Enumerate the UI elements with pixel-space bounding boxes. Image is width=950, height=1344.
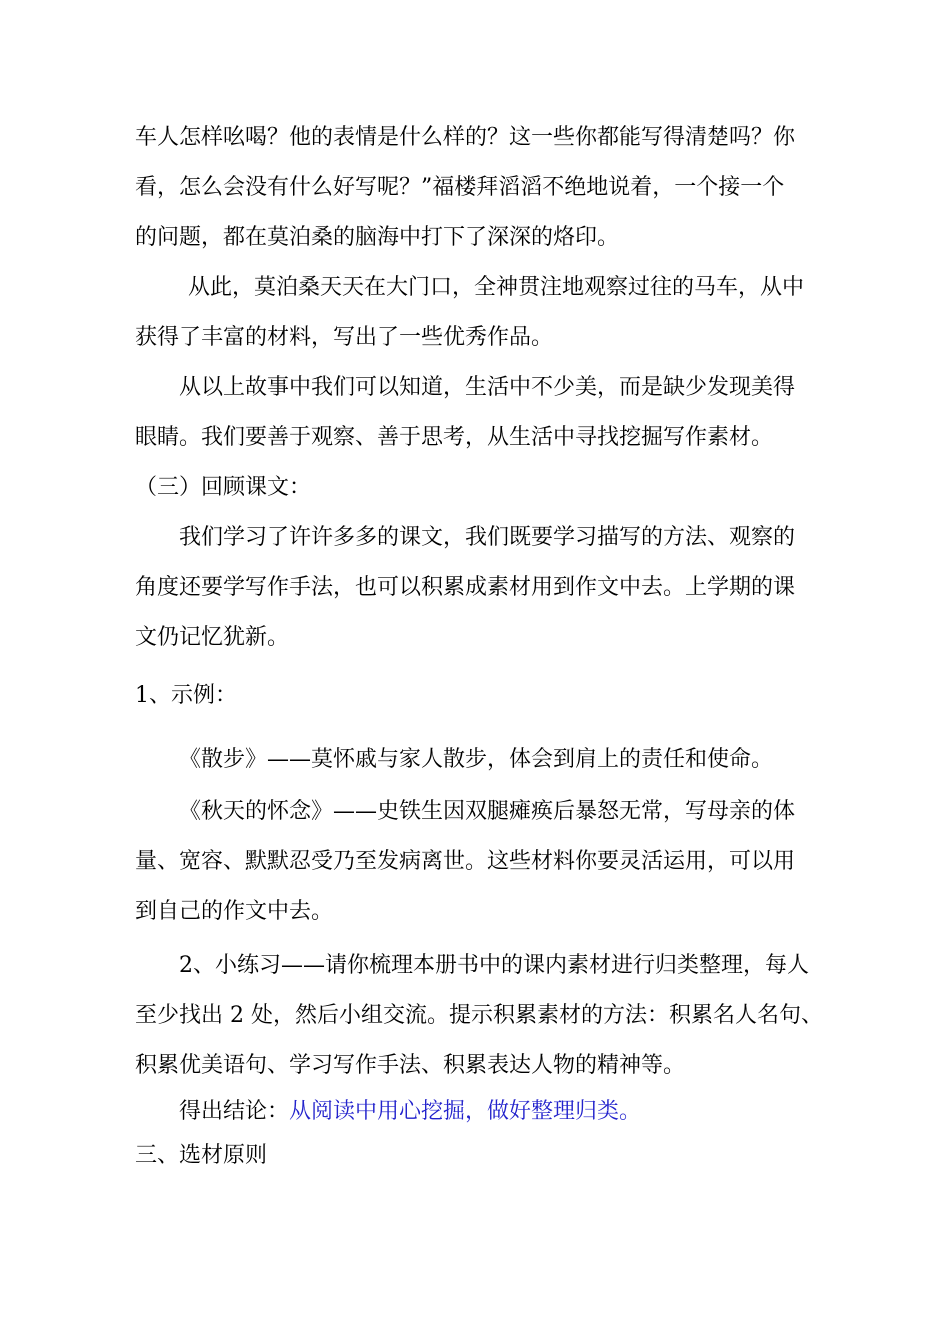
paragraph-line: 从此，莫泊桑天天在大门口，全神贯注地观察过往的马车，从中	[188, 275, 805, 300]
paragraph-line: 到自己的作文中去。	[135, 899, 334, 924]
example-line: 《秋天的怀念》——史铁生因双腿瘫痪后暴怒无常，写母亲的体	[179, 799, 796, 824]
paragraph-line: 量、宽容、默默忍受乃至发病离世。这些材料你要灵活运用，可以用	[135, 849, 796, 874]
paragraph-line: 的问题，都在莫泊桑的脑海中打下了深深的烙印。	[135, 225, 620, 250]
paragraph-line: 眼睛。我们要善于观察、善于思考，从生活中寻找挖掘写作素材。	[135, 425, 774, 450]
conclusion-line	[179, 1096, 641, 1128]
exercise-line: 2、小练习——请你梳理本册书中的课内素材进行归类整理，每人	[179, 953, 809, 978]
paragraph-line: 角度还要学写作手法，也可以积累成素材用到作文中去。上学期的课	[135, 575, 796, 600]
section-heading: 三、选材原则	[135, 1143, 268, 1168]
paragraph-line: 车人怎样吆喝？他的表情是什么样的？这一些你都能写得清楚吗？你	[135, 125, 796, 150]
conclusion-text: 从阅读中用心挖掘，做好整理归类。	[289, 1099, 642, 1124]
paragraph-line: 文仍记忆犹新。	[135, 625, 290, 650]
paragraph-line: 看，怎么会没有什么好写呢？”福楼拜滔滔不绝地说着，一个接一个	[135, 175, 785, 200]
paragraph-line: 从以上故事中我们可以知道，生活中不少美，而是缺少发现美得	[179, 375, 796, 400]
list-heading: 1、示例：	[135, 683, 237, 708]
subsection-heading: （三）回顾课文：	[135, 475, 312, 500]
paragraph-line: 获得了丰富的材料，写出了一些优秀作品。	[135, 325, 554, 350]
paragraph-line: 我们学习了许许多多的课文，我们既要学习描写的方法、观察的	[179, 525, 796, 550]
example-line: 《散步》——莫怀戚与家人散步，体会到肩上的责任和使命。	[179, 747, 774, 772]
paragraph-line: 至少找出 2 处，然后小组交流。提示积累素材的方法：积累名人名句、	[135, 1003, 823, 1028]
paragraph-line: 积累优美语句、学习写作手法、积累表达人物的精神等。	[135, 1053, 686, 1078]
conclusion-label: 得出结论：	[179, 1099, 290, 1124]
